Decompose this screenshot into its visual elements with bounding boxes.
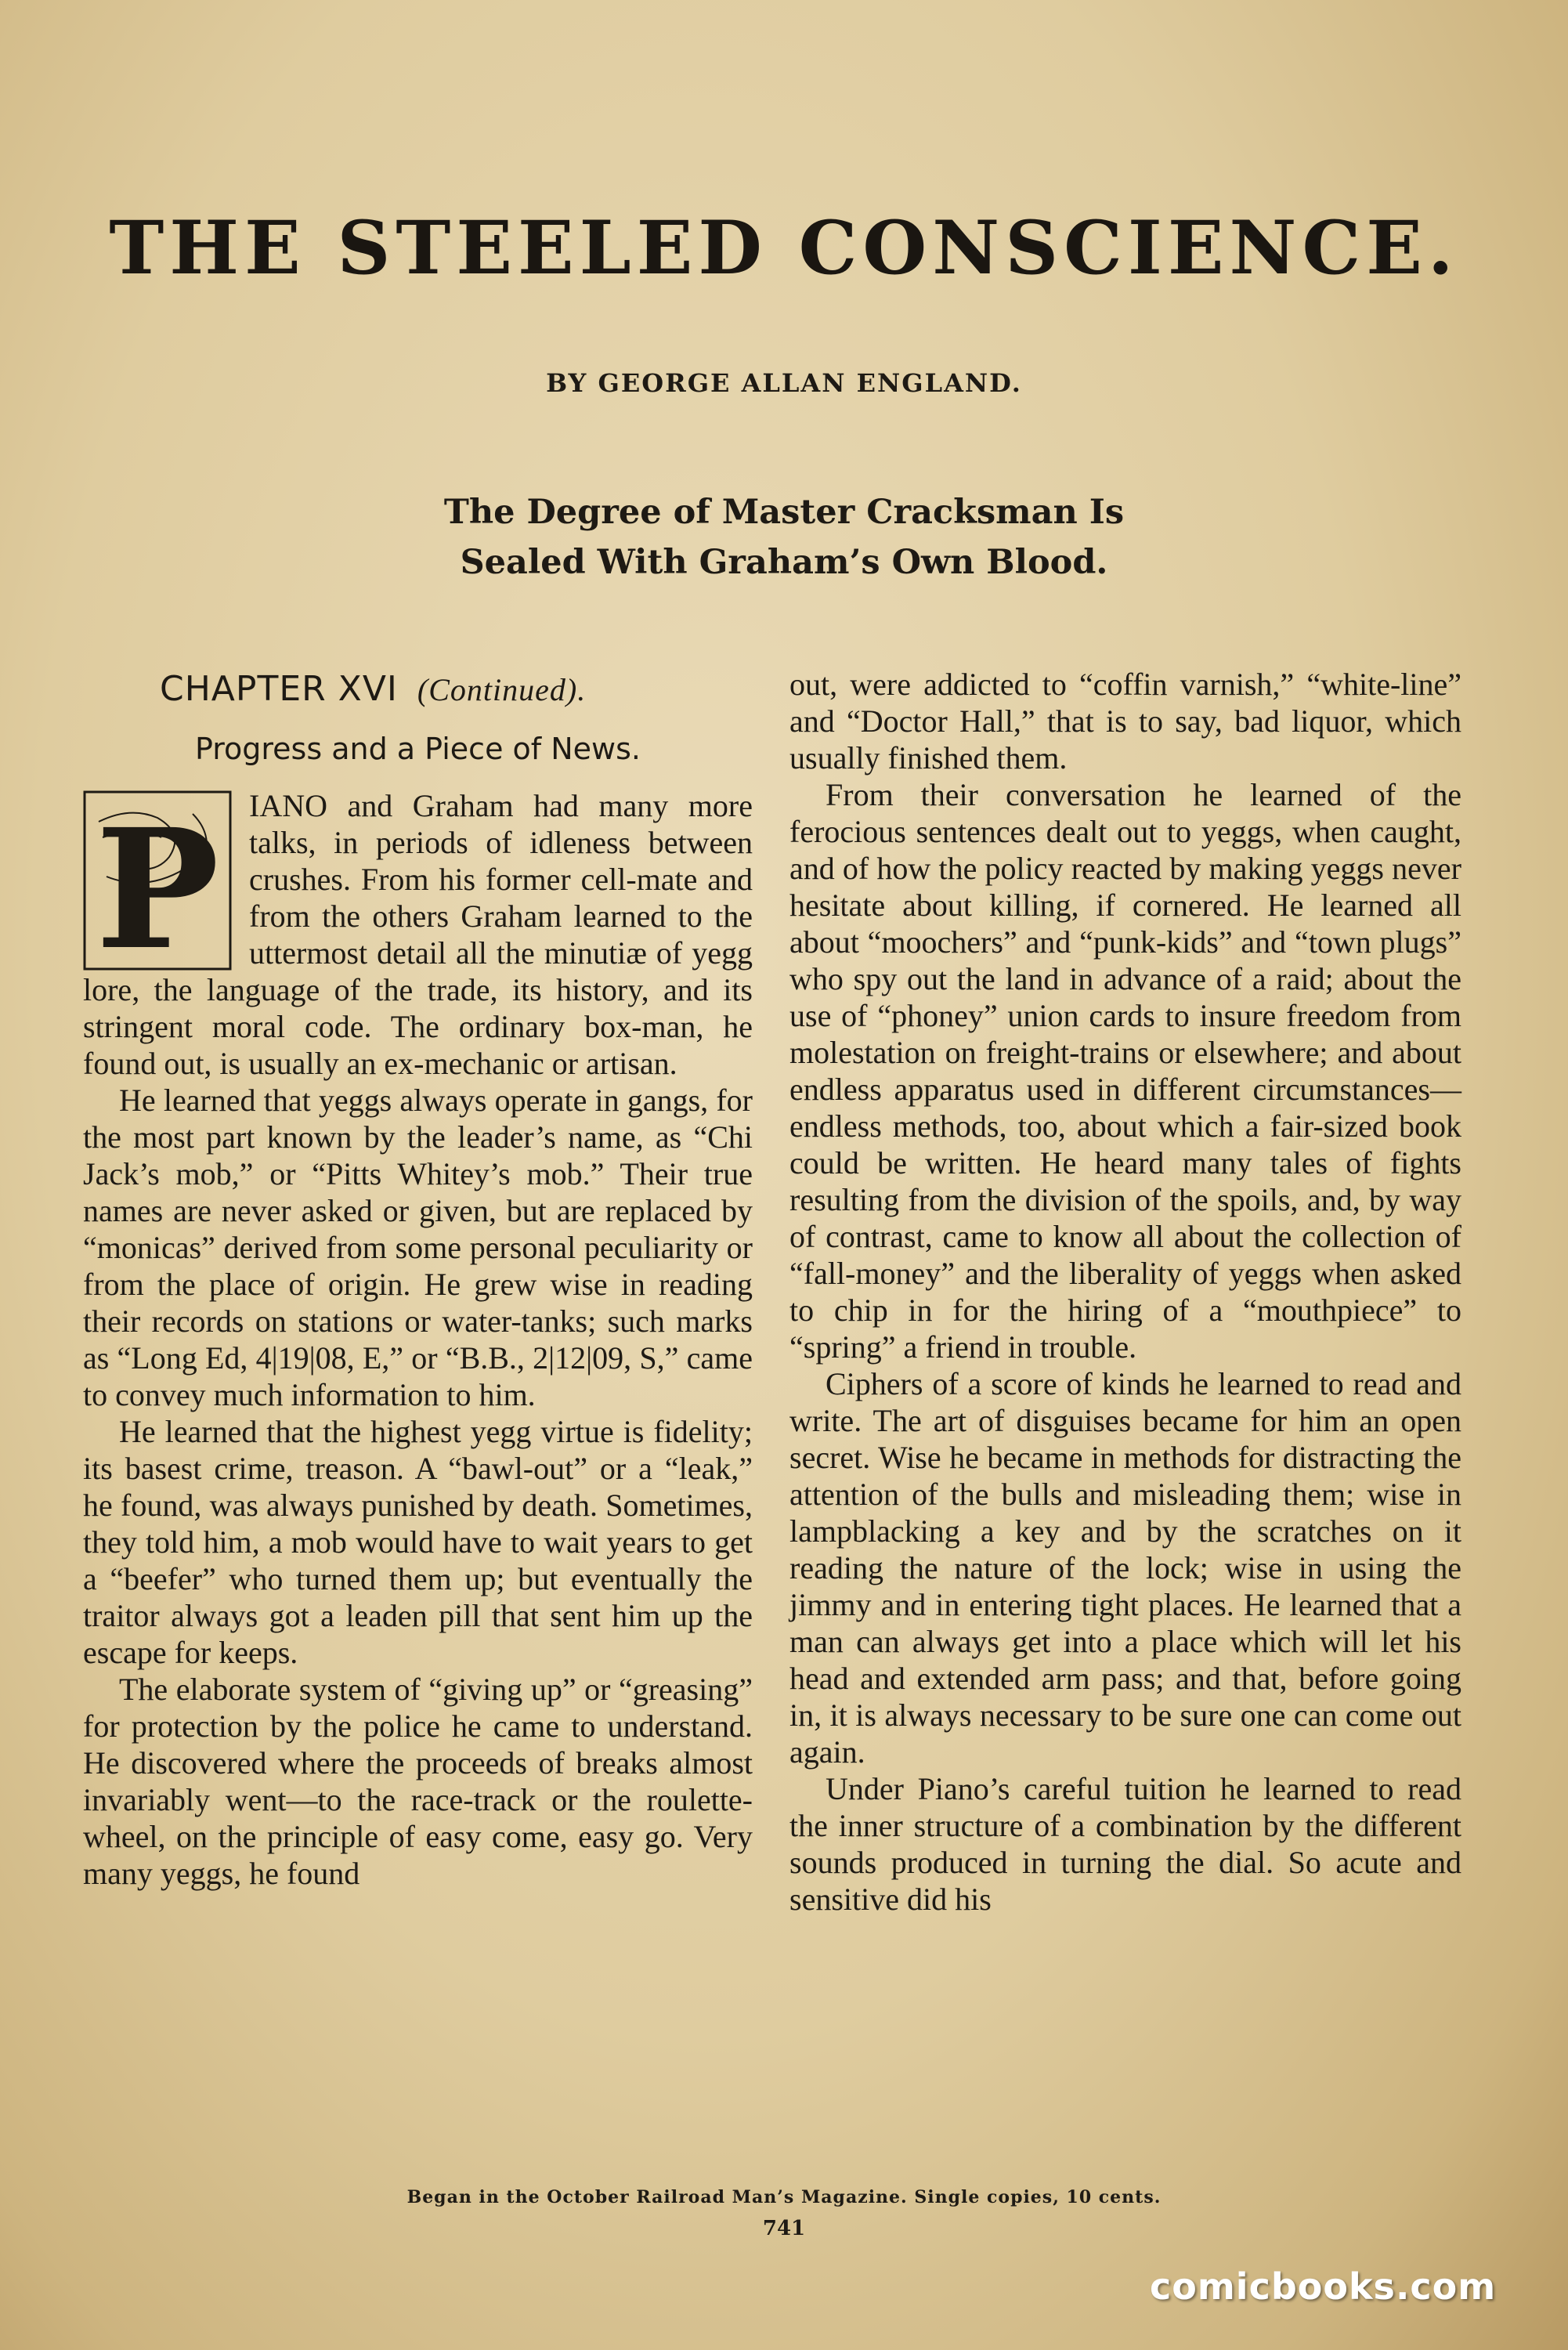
chapter-label: CHAPTER XVI (160, 669, 398, 709)
serial-footnote: Began in the October Railroad Man’s Magazine. Single copies, 10 cents. (406, 2187, 1162, 2207)
paragraph: Under Piano’s careful tuition he learned to read the inner structure of a combination by the different sounds produced in turning the dial. So acute and sensitive did his (789, 1771, 1461, 1917)
drop-cap-letter: P (96, 793, 219, 971)
paragraph: He learned that the highest yegg virtue is fidelity; its basest crime, treason. A “bawl-out” or a “leak,” he found, was always punished by death. Sometimes, they told him, a mob would have to wait years to get a “beefer” who turned them up; but eventually the traitor always got a leaden pill that sent him up the escape for keeps. (83, 1414, 753, 1670)
subhead-line-1: The Degree of Master Cracksman Is (443, 493, 1125, 532)
paragraph (83, 787, 753, 1082)
drop-cap (83, 790, 232, 971)
paragraph: The elaborate system of “giving up” or “greasing” for protection by the police he came to understand. He discovered where the proceeds of breaks almost invariably went—to the race-track or the roulette-wheel, on the principle of easy come, easy go. Very many yeggs, he found (83, 1672, 753, 1891)
paragraph: From their conversation he learned of the ferocious sentences dealt out to yeggs, when caught, and of how the policy reacted by making yeggs never hesitate about killing, if cornered. He learned all about “moochers” and “punk-kids” and “town plugs” who spy out the land in advance of a raid; about the use of “phoney” union cards to insure freedom from molestation on freight-trains or elsewhere; and about endless apparatus used in different circumstances—endless methods, too, about which a fair-sized book could be written. He heard many tales of fights resulting from the division of the spoils, and, by way of contrast, came to know all about the collection of “fall-money” and the liberality of yeggs when asked to chip in for the hiring of a “mouthpiece” to “spring” a friend in trouble. (789, 777, 1461, 1365)
text-column-left (83, 666, 753, 1892)
paragraph: Ciphers of a score of kinds he learned to read and write. The art of disguises became for him an open secret. Wise he became in methods for distracting the attention of the bulls and misleading them; wise in lampblacking a key and by the scratches on it reading the nature of the lock; wise in using the jimmy and in entering tight places. He learned that a man can always get into a place which will let his head and extended arm pass; and that, before going in, it is always necessary to be sure one can come out again. (789, 1366, 1461, 1770)
paragraph: out, were addicted to “coffin varnish,” “white-line” and “Doctor Hall,” that is to say, bad liquor, which usually finished them. (789, 667, 1461, 776)
chapter-continued: (Continued). (417, 672, 587, 707)
watermark-logo: comicbooks.com (1150, 2265, 1497, 2308)
paragraph-text: IANO and Graham had many more talks, in periods of idleness between crushes. From his former cell-mate and from the others Graham learned to the uttermost detail all the minutiæ of yegg lore, the language of the trade, its history, and its stringent moral code. The ordinary box-man, he found out, is usually an ex-mechanic or artisan. (83, 788, 753, 1081)
story-title: THE STEELED CONSCIENCE. (109, 205, 1459, 291)
story-subhead (0, 487, 1568, 588)
paragraph: He learned that yeggs always operate in gangs, for the most part known by the leader’s name, as “Chi Jack’s mob,” or “Pitts Whitey’s mob.” Their true names are never asked or given, but are replaced by “monicas” derived from some personal peculiarity or from the place of origin. He grew wise in reading their records on stations or water-tanks; such marks as “Long Ed, 4|19|08, E,” or “B.B., 2|12|09, S,” came to convey much information to him. (83, 1083, 753, 1412)
author-byline: BY GEORGE ALLAN ENGLAND. (546, 368, 1022, 398)
text-column-right (789, 666, 1461, 1918)
section-title: Progress and a Piece of News. (194, 732, 641, 766)
chapter-heading (160, 666, 753, 710)
subhead-line-2: Sealed With Graham’s Own Blood. (460, 543, 1108, 582)
drop-cap-ornament (83, 790, 232, 971)
page-number: 741 (762, 2217, 806, 2240)
